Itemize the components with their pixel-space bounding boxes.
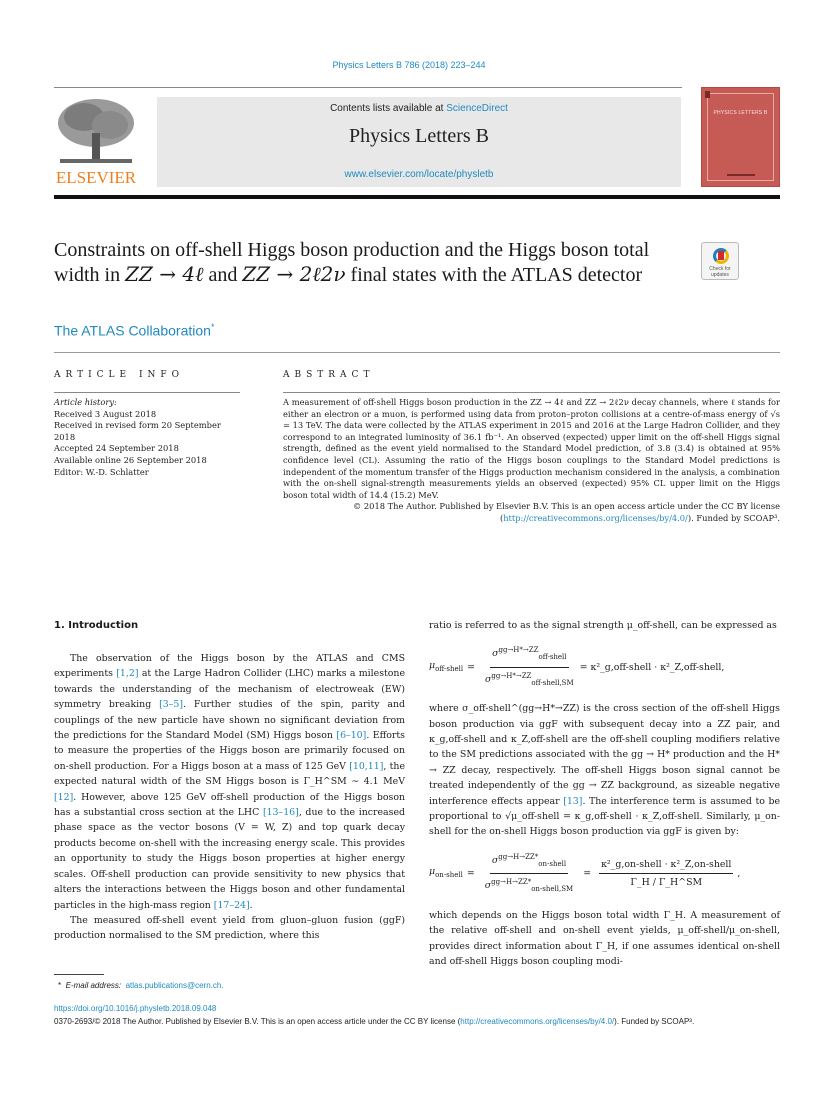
elsevier-wordmark: ELSEVIER [55,168,137,187]
cover-logo-icon [705,91,710,98]
title-text-2: final states with the ATLAS detector [345,264,643,286]
citation-link[interactable]: [12] [54,791,74,803]
intro-paragraph-2: The measured off-shell event yield from gluon–gluon fusion (ggF) production normalised to the SM prediction, where this [54,914,405,942]
footnote [58,981,224,990]
title-math-2: ZZ → 2ℓ2ν [242,262,346,286]
footnote-rule [54,974,104,975]
right-paragraph-1: ratio is referred to as the signal strength μ_off-shell, can be expressed as [429,620,777,631]
abstract-copyright [283,501,780,524]
citation-link[interactable]: [6–10] [336,730,367,742]
citation-link[interactable]: [3–5] [159,699,184,711]
history-label: Article history: [54,397,117,407]
eq1-rhs: = κ²_g,off-shell · κ²_Z,off-shell, [579,661,725,673]
eq2-fraction-1: $\frac{\sigma^{gg\to H\to ZZ*}_{on-shell}}{\sigma^{gg\to H\to ZZ*}_{on-shell,SM}}$ [483,850,575,898]
abstract-text: A measurement of off-shell Higgs boson production in the ZZ → 4ℓ and ZZ → 2ℓ2ν decay channels, where ℓ stands for either an electron or a muon, is performed using data from proton–proton collisions at a centre-of-mass energy of √s = 13 TeV. The data were collected by the ATLAS experiment in 2015 and 2016 at the Large Hadron Collider, and they correspond to an integrated luminosity of 36.1 fb⁻¹. An observed (expected) upper limit on the off-shell Higgs signal strength, defined as the event yield normalised to the Standard Model prediction, of 3.8 (3.4) is obtained at 95% confidence level (CL). Assuming the ratio of the Higgs boson couplings to the Standard Model predictions is independent of the momentum transfer of the Higgs production mechanism considered in the analysis, a combination with the on-shell signal-strength measurements yields an observed (expected) 95% CL upper limit on the Higgs boson total width of 14.4 (15.2) MeV. [283,397,780,500]
title-math-1: ZZ → 4ℓ [125,262,204,286]
tree-icon [54,95,138,187]
elsevier-logo[interactable] [54,95,138,187]
journal-url-link[interactable]: www.elsevier.com/locate/physletb [344,169,494,180]
citation-link[interactable]: [13–16] [262,807,299,819]
abstract-rule [283,392,780,393]
journal-title: Physics Letters B [349,125,489,147]
history-revised: Received in revised form 20 September 2018 [54,420,221,442]
article-title [54,238,684,287]
contents-prefix: Contents lists available at [330,103,447,114]
issn-prefix: 0370-2693/© 2018 The Author. Published by Elsevier B.V. This is an open access article under the CC BY license ( [54,1017,461,1026]
footnote-label: E-mail address: [65,981,122,990]
cover-frame [707,93,774,181]
issn-suffix: ). Funded by SCOAP³. [614,1017,695,1026]
text: . [249,899,253,911]
right-column [429,618,780,969]
text: at the Large Hadron Collider (LHC) marks a milestone towards the understanding of the mechanism of electroweak (EW) symmetry breaking [54,668,406,711]
copyright-prefix: © 2018 The Author. Published by Elsevier B.V. This is an open access article under the CC BY license ( [352,501,780,523]
text: The observation of the Higgs boson by the ATLAS and CMS experiments [54,653,405,680]
article-history [54,397,244,478]
masthead-rule [54,195,780,199]
citation-link[interactable]: [10,11] [349,760,384,772]
eq2-fraction-2: $\frac{\text{κ²\_g,on-shell · κ²\_Z,on-shell}}{\Gamma\_H / \Gamma\_H\^{}SM}$ [601,858,732,889]
right-paragraph-2: where σ_off-shell^(gg→H*→ZZ) is the cross section of the off-shell Higgs boson production via ggF with subsequent decay into a ZZ pair, and κ_g,off-shell and κ_Z,off-shell are the off-shell coupling modifiers relative to the SM predictions associated with the gg → H* production and the H* → ZZ decay, respectively. The off-shell Higgs boson signal cannot be treated independently of the gg → ZZ background, as sizeable negative interference effects appear [13]. The interference term is assumed to be proportional to √μ_off-shell = κ_g,off-shell · κ_Z,off-shell. Similarly, μ_on-shell for the on-shell Higgs boson production via ggF is given by: [429,703,780,838]
text: . Further studies of the spin, parity and couplings of the new particle have shown no significant deviation from the predictions for the Standard Model (SM) Higgs boson [54,699,406,742]
citation-link[interactable]: [1,2] [116,668,139,680]
sciencedirect-link[interactable]: ScienceDirect [446,103,508,114]
copyright-suffix: ). Funded by SCOAP³. [687,512,780,523]
author-link[interactable]: The ATLAS Collaboration [54,322,211,339]
footer-license-link[interactable]: http://creativecommons.org/licenses/by/4.0/ [460,1017,615,1026]
journal-banner [157,97,681,187]
article-info-heading: ARTICLE INFO [54,370,185,380]
eq1-lhs: $\mu_{off-shell}$ [429,659,464,673]
journal-cover-image[interactable] [701,87,780,187]
text: . Efforts to measure the properties of the Higgs boson are primarily focused on on-shell production. For a Higgs boson at a mass of 125 GeV [54,730,405,772]
license-link[interactable]: http://creativecommons.org/licenses/by/4.0/ [503,512,688,523]
article-info-rule [54,392,240,393]
citation-link[interactable]: [13] [563,795,583,807]
citation-link[interactable]: [17–24] [213,899,250,911]
author-footnote-mark[interactable]: * [210,322,215,332]
check-for-updates-button[interactable] [701,242,739,280]
author-rule [54,352,780,353]
doi-link[interactable]: https://doi.org/10.1016/j.physletb.2018.09.048 [54,1004,217,1013]
bookmark-icon [718,251,724,260]
email-link[interactable]: atlas.publications@cern.ch. [125,981,224,990]
abstract-body [283,397,780,525]
text: , the expected natural width of the SM Higgs boson is Γ_H^SM ∼ 4.1 MeV [54,760,405,788]
journal-reference-link[interactable]: Physics Letters B 786 (2018) 223–244 [332,60,486,70]
equation-mu-on-shell: $\mu_{on-shell}$ = $\frac{\sigma^{gg\to H\to ZZ*}_{on-shell}}{\sigma^{gg\to H\to ZZ*}_{on-shell,SM}}$ = $\frac{\text{κ²\_g,on-shell · κ²\_Z,on-shell}}{\Gamma\_H / \Gamma\_H\^{}SM}$ , [429,850,780,898]
header-rule [54,87,682,88]
cover-title: PHYSICS LETTERS B [713,110,768,116]
title-and: and [203,264,243,286]
cover-footer-bar [727,174,755,176]
history-online: Available online 26 September 2018 [54,454,207,465]
eq1-fraction: $\frac{\sigma^{gg\to H*\to ZZ}_{off-shell}}{\sigma^{gg\to H*\to ZZ}_{off-shell,SM}}$ [483,643,576,691]
intro-paragraph-1 [54,651,405,913]
right-paragraph-3: which depends on the Higgs boson total width Γ_H. A measurement of the relative off-shell and on-shell event yields, μ_off-shell/μ_on-shell, provides direct information about Γ_H, if one assumes identical on-shell and off-shell Higgs boson coupling modi- [429,909,780,967]
text: , due to the increased phase space as the vector bosons (V = W, Z) and top quark decay products become on-shell with the increasing energy scale. This provides an opportunity to study the Higgs boson properties at higher energy scales. Off-shell production can provide sensitivity to new physics that alters the interactions between the Higgs boson and other fundamental particles in the high-mass region [54,807,405,911]
contents-line [157,103,681,114]
check-updates-label: Check for updates [709,266,731,278]
footnote-mark: * [58,981,62,990]
author-list [54,322,214,339]
issn-copyright [54,1016,780,1027]
section-heading-introduction: 1. Introduction [54,620,139,631]
history-received: Received 3 August 2018 [54,408,157,419]
eq2-lhs: $\mu_{on-shell}$ [429,866,463,880]
abstract-heading: ABSTRACT [283,370,375,380]
text: . However, above 125 GeV off-shell production of the Higgs boson has a substantial cross section at the LHC [54,791,405,819]
history-editor: Editor: W.-D. Schlatter [54,466,149,477]
history-accepted: Accepted 24 September 2018 [54,443,179,454]
title-text-1: Constraints on off-shell Higgs boson production and the Higgs boson total width in [54,239,650,286]
left-column [54,651,405,944]
equation-mu-off-shell: $\mu_{off-shell}$ = $\frac{\sigma^{gg\to H*\to ZZ}_{off-shell}}{\sigma^{gg\to H*\to ZZ}_{off-shell,SM}}$ = κ²_g,off-shell · κ²_Z,off-shell, [429,643,780,691]
